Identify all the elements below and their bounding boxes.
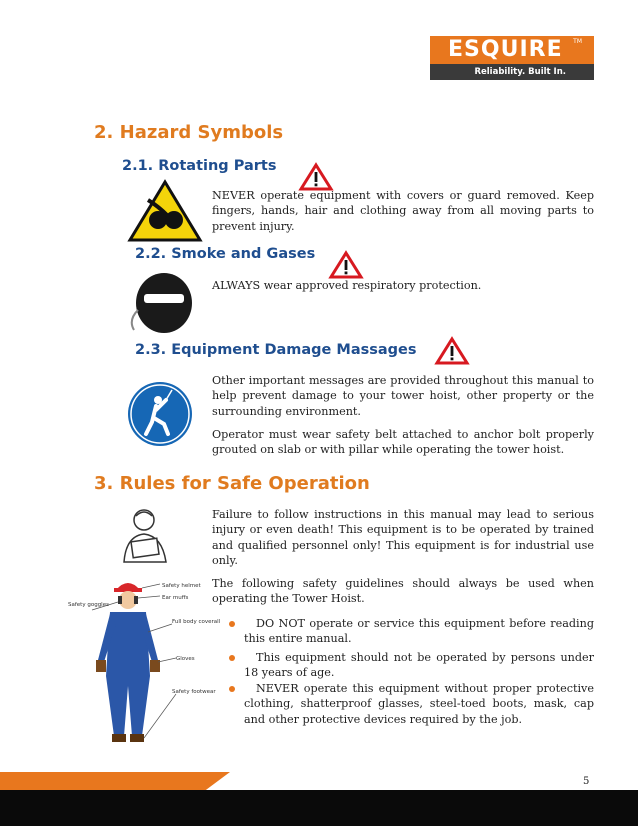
bullet-item-2: This equipment should not be operated by persons under 18 years of age. <box>244 651 594 680</box>
safety-belt-text: Operator must wear safety belt attached to anchor bolt properly grouted on slab or with pillar while operating the tower hoist. <box>212 428 594 457</box>
bullet-dot-icon <box>229 621 235 627</box>
rotating-parts-text: NEVER operate equipment with covers or guard removed. Keep fingers, hands, hair and clothing away from all moving parts to prevent injury. <box>212 189 594 233</box>
page-number: 5 <box>583 776 590 787</box>
bullet-item-3: NEVER operate this equipment without proper protective clothing, shatterproof glasses, steel-toed boots, mask, cap and other protective devices required by the job. <box>244 682 594 726</box>
equipment-damage-text: Other important messages are provided throughout this manual to help prevent damage to your tower hoist, other property or the surrounding environment. <box>212 374 594 418</box>
warning-triangle-icon <box>300 164 332 190</box>
bullet-dot-icon <box>229 686 235 692</box>
label-helmet: Safety helmet <box>162 583 201 589</box>
subsection-2-3-title: 2.3. Equipment Damage Massages <box>135 342 417 358</box>
warning-triangle-icon <box>436 338 468 364</box>
rotating-parts-hazard-icon <box>128 180 202 242</box>
guidelines-intro-text: The following safety guidelines should always be used when operating the Tower Hoist. <box>212 577 594 606</box>
smoke-gases-text: ALWAYS wear approved respiratory protection. <box>212 279 482 292</box>
label-goggles: Safety goggles <box>68 602 109 608</box>
reading-manual-person-icon <box>116 506 176 564</box>
bullet-dot-icon <box>229 655 235 661</box>
warning-triangle-icon <box>330 252 362 278</box>
ppe-worker-illustration <box>68 576 221 756</box>
label-coverall: Full body coverall <box>172 619 221 625</box>
label-ear-muffs: Ear muffs <box>162 595 189 601</box>
logo-brand: ESQUIRE <box>430 36 594 64</box>
section-2-title: 2. Hazard Symbols <box>94 122 284 143</box>
bullet-item-1: DO NOT operate or service this equipment before reading this entire manual. <box>244 617 594 646</box>
section-3-title: 3. Rules for Safe Operation <box>94 473 370 494</box>
logo-tagline: Reliability. Built In. <box>430 64 594 80</box>
esquire-logo <box>430 36 594 80</box>
label-gloves: Gloves <box>176 656 195 662</box>
subsection-2-2-title: 2.2. Smoke and Gases <box>135 246 316 262</box>
subsection-2-1-title: 2.1. Rotating Parts <box>122 158 277 174</box>
safety-belt-mandatory-icon <box>126 380 194 448</box>
logo-tm: TM <box>573 38 582 45</box>
respirator-mask-icon <box>126 270 196 336</box>
failure-warning-text: Failure to follow instructions in this manual may lead to serious injury or even death! This equipment is to be operated by trained and qualified personnel only! This equipment is for industrial use only. <box>212 508 594 568</box>
label-footwear: Safety footwear <box>172 689 216 695</box>
footer-black-band <box>0 790 638 826</box>
